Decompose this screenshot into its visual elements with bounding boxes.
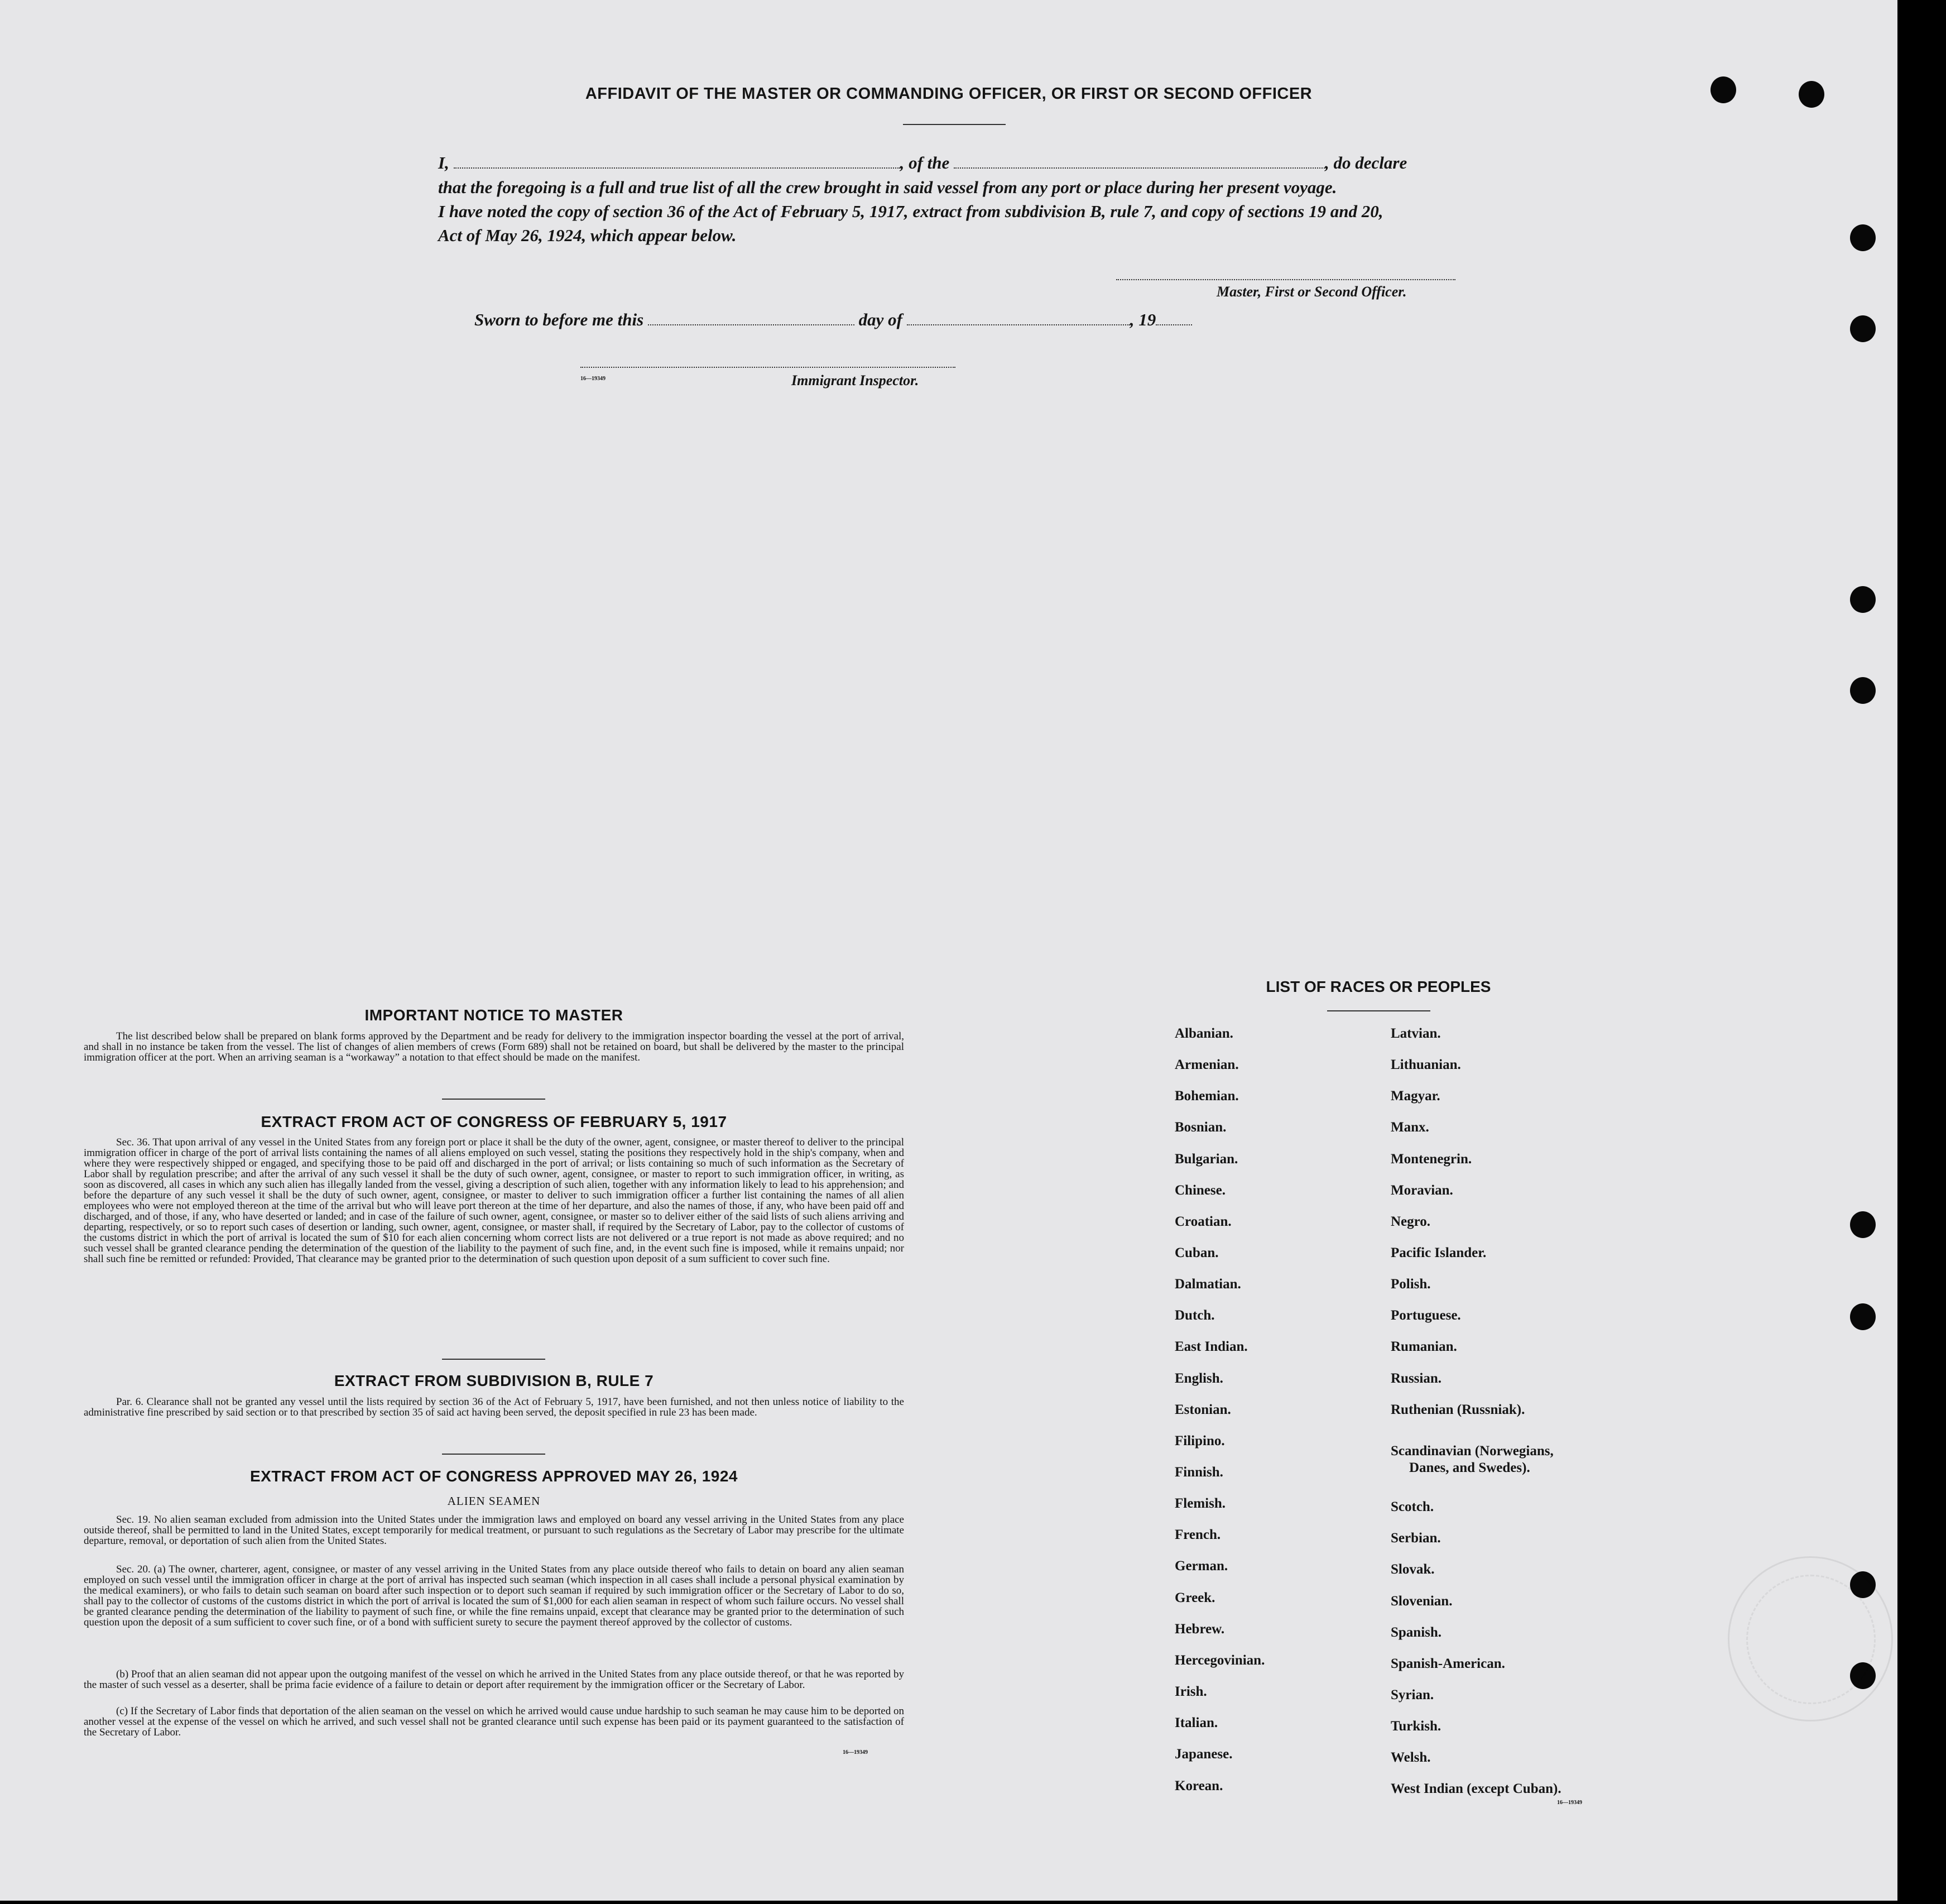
affidavit-line-3: I have noted the copy of section 36 of the Act of February 5, 1917, extract from subdivision B, rule 7, and copy of sections 19 and 20, — [438, 202, 1383, 221]
race-item: Irish. — [1175, 1684, 1207, 1699]
declare-label: , do declare — [1325, 153, 1407, 172]
notice-title: IMPORTANT NOTICE TO MASTER — [364, 1006, 623, 1024]
race-item: Montenegrin. — [1391, 1152, 1472, 1167]
sec20b-text: (b) Proof that an alien seaman did not appear upon the outgoing manifest of the vessel on which he arrived in the United States from any place outside thereof, or that he was reported by the master of such vessel as a deserter, shall be prima facie evidence of a failure to detain or deport after requirement by the immigration officer or the Secretary of Labor. — [84, 1668, 904, 1691]
inspector-signature-caption: Immigrant Inspector. — [791, 372, 919, 389]
race-item: Spanish. — [1391, 1625, 1442, 1640]
race-item: West Indian (except Cuban). — [1391, 1781, 1561, 1796]
race-item: East Indian. — [1175, 1339, 1248, 1354]
races-title: LIST OF RACES OR PEOPLES — [1266, 978, 1491, 995]
master-signature-caption: Master, First or Second Officer. — [1217, 284, 1407, 300]
extract-1924-title: EXTRACT FROM ACT OF CONGRESS APPROVED MAY 26, 1924 — [250, 1467, 738, 1485]
punch-hole — [1850, 224, 1876, 251]
race-item: Hercegovinian. — [1175, 1653, 1265, 1668]
race-item: Spanish-American. — [1391, 1656, 1505, 1671]
extract-1917-text: Sec. 36. That upon arrival of any vessel in the United States from any foreign port or place it shall be the duty of the owner, agent, consignee, or master thereof to deliver to the principal immigration officer in charge of the port of arrival lists containing the names of all aliens employed on such vessel, stating the positions they respectively hold in the ship's company, when and where they were respectively shipped or engaged, and specifying those to be paid off and discharged in the port of arrival; or lists containing so much of such information as the Secretary of Labor shall by regulation prescribe; and after the arrival of any such vessel it shall be the duty of such owner, agent, consignee, or master to report to such immigration officer, in writing, as soon as discovered, all cases in which any such alien has illegally landed from the vessel, giving a description of such alien, together with any information likely to lead to his apprehension; and before the departure of any such vessel it shall be the duty of such owner, agent, consignee, or master to deliver to such immigration officer a further list containing the names of all alien employees who were not employed thereon at the time of the arrival but who will leave port thereon at the time of her departure, and also the names of those, if any, who have been paid off and discharged, and of those, if any, who have deserted or landed; and in case of the failure of such owner, agent, consignee, or master so to deliver either of the said lists of such aliens arriving and departing, respectively, or so to report such cases of desertion or landing, such owner, agent, consignee, or master shall, if required by the Secretary of Labor, pay to the collector of customs of the customs district in which the port of arrival is located the sum of $10 for each alien concerning whom correct lists are not delivered or a true report is not made as above required; and no such vessel shall be granted clearance pending the determination of the question of the liability to the payment of such fine, and, in the event such fine is imposed, while it remains unpaid; nor shall such fine be remitted or refunded: Provided, That clearance may be granted prior to the determination of such question upon deposit of a sum sufficient to cover such fine. — [84, 1136, 904, 1265]
affidavit-form-number: 16—19349 — [580, 376, 606, 382]
race-item: Slovak. — [1391, 1562, 1435, 1577]
affidavit-line-4: Act of May 26, 1924, which appear below. — [438, 226, 737, 245]
embossed-seal — [1728, 1556, 1893, 1721]
punch-hole — [1850, 315, 1876, 342]
race-item: Ruthenian (Russniak). — [1391, 1402, 1525, 1417]
extract-1917-title: EXTRACT FROM ACT OF CONGRESS OF FEBRUARY 5, 1917 — [261, 1113, 727, 1130]
race-item: Negro. — [1391, 1214, 1431, 1229]
punch-hole — [1850, 677, 1876, 704]
sec20a-text: Sec. 20. (a) The owner, charterer, agent, consignee, or master of any vessel arriving in the United States from any place outside thereof who fails to detain on board any alien seaman employed on such vessel until the immigration officer in charge at the port of arrival has inspected such seaman (which inspection in all cases shall include a personal physical examination by the medical examiners), or who fails to detain such seaman on board after such inspection or to deport such seaman if required by such immigration officer or the Secretary of Labor to do so, shall pay to the collector of customs of the customs district in which the port of arrival is located the sum of $1,000 for each alien seaman in respect of whom such failure occurs. No vessel shall be granted clearance pending the determination of the liability to payment of such fine, or while the fine remains unpaid, except that clearance may be granted prior to the determination of such question upon the deposit of a sum sufficient to cover such fine, or of a bond with sufficient surety to secure the payment thereof approved by the collector of customs. — [84, 1564, 904, 1628]
race-item: Cuban. — [1175, 1245, 1219, 1260]
declarant-label: I, — [438, 153, 449, 172]
race-item: Armenian. — [1175, 1057, 1239, 1072]
race-item: Serbian. — [1391, 1531, 1441, 1546]
races-title-divider — [1327, 1010, 1430, 1011]
title-divider — [903, 124, 1006, 125]
vessel-label: , of the — [900, 153, 950, 172]
alien-seamen-subtitle: ALIEN SEAMEN — [447, 1494, 541, 1508]
race-item: Portuguese. — [1391, 1308, 1461, 1323]
punch-hole — [1850, 1303, 1876, 1330]
race-item: Korean. — [1175, 1778, 1223, 1793]
race-item: Latvian. — [1391, 1026, 1441, 1041]
sec20c-text: (c) If the Secretary of Labor finds that deportation of the alien seaman on the vessel on which he arrived would cause undue hardship to such seaman he may cause him to be deported on another vessel at the expense of the vessel on which he arrived, and such vessel shall not be granted clearance until such expense has been paid or its payment guaranteed to the satisfaction of the Secretary of Labor. — [84, 1705, 904, 1738]
day-of-label: day of — [858, 310, 902, 329]
race-item-continued: Danes, and Swedes). — [1409, 1460, 1530, 1475]
race-item: Slovenian. — [1391, 1594, 1453, 1609]
races-form-number: 16—19349 — [1557, 1800, 1582, 1806]
extract-form-number: 16—19349 — [843, 1749, 868, 1756]
sworn-month-field[interactable] — [907, 312, 1130, 325]
race-item: Pacific Islander. — [1391, 1245, 1487, 1260]
punch-hole — [1850, 586, 1876, 613]
race-item: Welsh. — [1391, 1750, 1431, 1765]
sworn-year-field[interactable] — [1156, 312, 1192, 325]
race-item: Greek. — [1175, 1590, 1215, 1605]
race-item: Dutch. — [1175, 1308, 1215, 1323]
race-item: Manx. — [1391, 1120, 1429, 1135]
race-item: Scandinavian (Norwegians, — [1391, 1443, 1554, 1459]
race-item: Bosnian. — [1175, 1120, 1227, 1135]
race-item: Estonian. — [1175, 1402, 1231, 1417]
race-item: Turkish. — [1391, 1719, 1442, 1734]
sec19-text: Sec. 19. No alien seaman excluded from admission into the United States under the immigration laws and employed on board any vessel arriving in the United States from any place outside thereof, shall be permitted to land in the United States, except temporarily for medical treatment, or pursuant to such regulations as the Secretary of Labor may prescribe for the ultimate departure, removal, or deportation of such alien from the United States. — [84, 1514, 904, 1547]
declarant-name-field[interactable] — [454, 155, 900, 169]
race-item: Italian. — [1175, 1715, 1218, 1730]
race-item: Albanian. — [1175, 1026, 1233, 1041]
race-item: Syrian. — [1391, 1687, 1434, 1702]
section-divider — [442, 1454, 545, 1455]
rule7-text: Par. 6. Clearance shall not be granted any vessel until the lists required by section 36 of the Act of February 5, 1917, have been furnished, and not then unless notice of liability to the administrative fine prescribed by said section or to that prescribed by section 35 of said act having been served, the deposit specified in rule 23 has been made. — [84, 1396, 904, 1418]
race-item: Filipino. — [1175, 1433, 1225, 1449]
race-item: Bulgarian. — [1175, 1152, 1238, 1167]
race-item: Dalmatian. — [1175, 1277, 1241, 1292]
section-divider — [442, 1099, 545, 1100]
race-item: Polish. — [1391, 1277, 1431, 1292]
vessel-name-field[interactable] — [954, 155, 1325, 169]
race-item: Finnish. — [1175, 1465, 1223, 1480]
race-item: Chinese. — [1175, 1183, 1226, 1198]
rule7-title: EXTRACT FROM SUBDIVISION B, RULE 7 — [334, 1372, 654, 1389]
affidavit-line-1 — [438, 153, 1407, 173]
master-signature-line[interactable] — [1116, 279, 1455, 280]
sworn-label: Sworn to before me this — [474, 310, 644, 329]
race-item: Hebrew. — [1175, 1622, 1225, 1637]
affidavit-line-2: that the foregoing is a full and true list of all the crew brought in said vessel from any port or place during her present voyage. — [438, 178, 1337, 197]
sworn-line — [474, 310, 1192, 330]
race-item: Bohemian. — [1175, 1088, 1239, 1104]
race-item: Croatian. — [1175, 1214, 1232, 1229]
section-divider — [442, 1359, 545, 1360]
notice-text: The list described below shall be prepared on blank forms approved by the Department and be ready for delivery to the immigration inspector boarding the vessel at the port of arrival, and shall in no instance be taken from the vessel. The list of changes of alien members of crews (Form 689) shall not be retained on board, but shall be delivered by the master to the principal immigration officer at the port. When an arriving seaman is a “workaway” a notation to that effect should be made on the manifest. — [84, 1030, 904, 1063]
race-item: Lithuanian. — [1391, 1057, 1461, 1072]
inspector-signature-line[interactable] — [580, 367, 955, 368]
affidavit-title: AFFIDAVIT OF THE MASTER OR COMMANDING OFFICER, OR FIRST OR SECOND OFFICER — [585, 85, 1313, 103]
year-label: , 19 — [1130, 310, 1156, 329]
punch-hole — [1850, 1211, 1876, 1238]
race-item: Flemish. — [1175, 1496, 1226, 1511]
race-item: Magyar. — [1391, 1088, 1440, 1104]
race-item: English. — [1175, 1371, 1223, 1386]
sworn-day-field[interactable] — [648, 312, 854, 325]
race-item: Japanese. — [1175, 1747, 1233, 1762]
race-item: Russian. — [1391, 1371, 1442, 1386]
race-item: Scotch. — [1391, 1499, 1434, 1514]
race-item: Moravian. — [1391, 1183, 1453, 1198]
race-item: French. — [1175, 1527, 1221, 1542]
race-item: Rumanian. — [1391, 1339, 1457, 1354]
race-item: German. — [1175, 1558, 1228, 1574]
